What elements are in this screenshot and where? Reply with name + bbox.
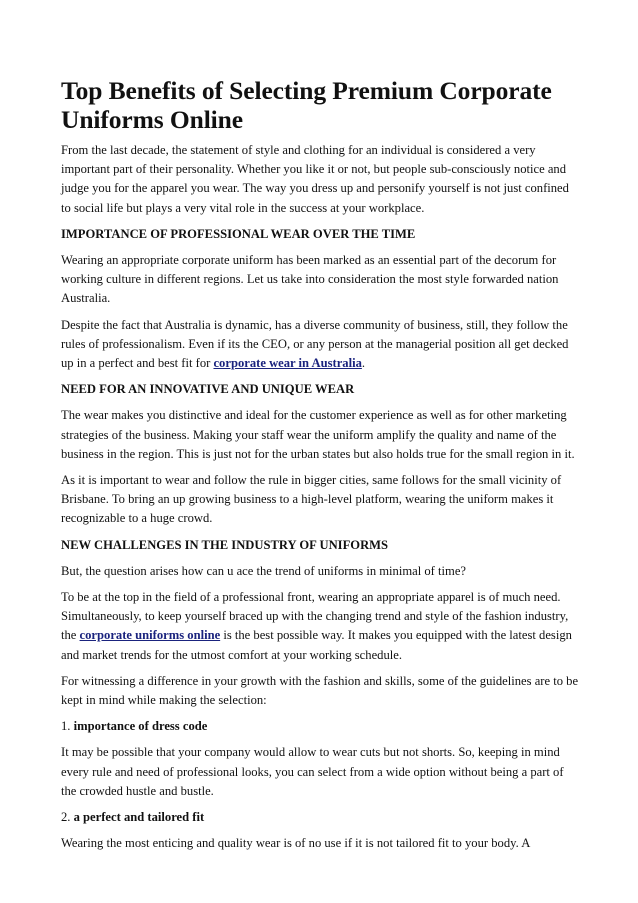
section-innovative-paragraph-1: The wear makes you distinctive and ideal for the customer experience as well as for other marketing strategies of the business. Making your staff wear the uniform amplify the quality and name of the business in the region. This is just not for the urban states but also holds true for the small region in it.	[61, 408, 575, 461]
section-challenges-paragraph-3: For witnessing a difference in your growth with the fashion and skills, some of the guidelines are to be kept in mind while making the selection:	[61, 673, 579, 708]
paragraph-text: Despite the fact that Australia is dynamic, has a diverse community of business, still, they follow the rules of professionalism. Even if its the CEO, or any person at the managerial position all get decked up in a perfect and best fit for	[61, 317, 569, 371]
intro-paragraph: From the last decade, the statement of style and clothing for an individual is considered a very important part of their personality. Whether you like it or not, but people sub-consciously notice and judge you for the apparel you wear. The way you dress up and personify yourself is not just confined to social life but plays a very vital role in the success at your workplace.	[61, 143, 569, 215]
section-innovative-paragraph-2: As it is important to wear and follow the rule in bigger cities, same follows for the small vicinity of Brisbane. To bring an up growing business to a high-level platform, wearing the uniform makes it recognizable to a huge crowd.	[61, 473, 562, 526]
section-heading-importance: IMPORTANCE OF PROFESSIONAL WEAR OVER THE TIME	[61, 226, 416, 241]
section-heading-innovative-wear: NEED FOR AN INNOVATIVE AND UNIQUE WEAR	[61, 382, 355, 397]
page-title: Top Benefits of Selecting Premium Corporate Uniforms Online	[61, 76, 552, 134]
corporate-uniforms-online-link[interactable]: corporate uniforms online	[79, 628, 221, 643]
section-challenges-paragraph-2	[61, 588, 581, 665]
corporate-wear-australia-link[interactable]: corporate wear in Australia	[213, 356, 362, 371]
list-number: 2.	[61, 810, 71, 825]
section-importance-paragraph-1: Wearing an appropriate corporate uniform has been marked as an essential part of the decorum for working culture in different regions. Let us take into consideration the most style forwarded nation Australia.	[61, 253, 559, 306]
list-label: importance of dress code	[73, 719, 208, 734]
list-number: 1.	[61, 719, 71, 734]
list-label: a perfect and tailored fit	[73, 810, 205, 825]
document-page	[61, 76, 581, 861]
paragraph-text: is the best possible way. It makes you equipped with the latest design and market trends for the utmost comfort at your working schedule.	[61, 628, 572, 662]
list-item-paragraph-2: Wearing the most enticing and quality wear is of no use if it is not tailored fit to your body. A	[61, 836, 531, 851]
paragraph-text: To be at the top in the field of a professional front, wearing an appropriate apparel is of much need. Simultaneously, to keep yourself braced up with the changing trend and style of the fashion industry, the	[61, 590, 569, 643]
paragraph-text: .	[361, 356, 366, 371]
section-challenges-paragraph-1: But, the question arises how can u ace the trend of uniforms in minimal of time?	[61, 563, 466, 578]
section-heading-new-challenges: NEW CHALLENGES IN THE INDUSTRY OF UNIFORMS	[61, 537, 389, 552]
list-item-paragraph-1: It may be possible that your company would allow to wear cuts but not shorts. So, keeping in mind every rule and need of professional looks, you can select from a wide option without being a part of the crowded hustle and bustle.	[61, 745, 564, 798]
list-item-heading-1	[61, 717, 581, 736]
list-item-heading-2	[61, 808, 581, 827]
section-importance-paragraph-2	[61, 316, 581, 374]
